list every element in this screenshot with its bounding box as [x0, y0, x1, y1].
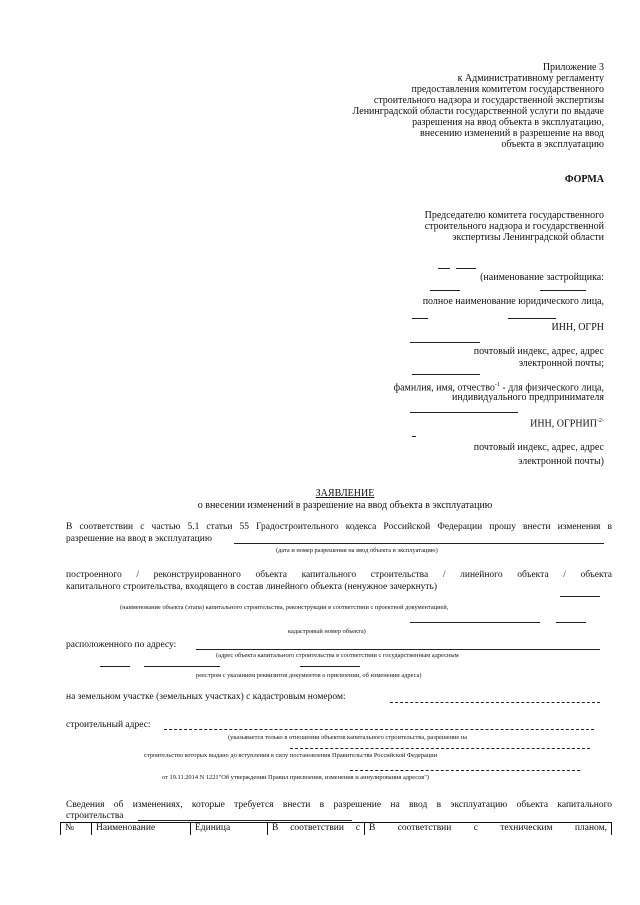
- blank-line[interactable]: [438, 268, 450, 269]
- cadastral-field[interactable]: [390, 702, 600, 703]
- blank-line[interactable]: [300, 666, 360, 667]
- blank-line[interactable]: [144, 666, 220, 667]
- field-hint: строительство которых выдано до вступления в силу постановления Правительства Российской Федерации: [144, 752, 438, 759]
- email-label: электронной почты;: [518, 358, 604, 369]
- appendix-line: строительного надзора и государственной экспертизы: [373, 95, 604, 106]
- blank-line[interactable]: [540, 290, 586, 291]
- paragraph-line: строительства: [66, 811, 124, 821]
- developer-name-label: (наименование застройщика:: [480, 272, 604, 283]
- footnote-marker: -2-: [597, 418, 604, 424]
- appendix-line: объекта в эксплуатацию: [501, 139, 604, 150]
- appendix-line: предоставления комитетом государственного: [411, 84, 604, 95]
- addressee-line: экспертизы Ленинградской области: [452, 232, 604, 243]
- blank-line[interactable]: [430, 290, 460, 291]
- appendix-line: разрешения на ввод объекта в эксплуатацию,: [412, 117, 604, 128]
- field-hint: (дата и номер разрешения на ввод объекта в эксплуатацию): [276, 547, 438, 554]
- blank-line[interactable]: [556, 622, 586, 623]
- permit-number-field[interactable]: [234, 543, 604, 544]
- paragraph-line: построенного / реконструированного объекта капитального строительства / линейного объекта / объекта: [66, 570, 612, 580]
- appendix-line: внесению изменений в разрешение на ввод: [420, 128, 604, 139]
- legal-name-label: полное наименование юридического лица,: [422, 296, 604, 307]
- footnote-marker: -1: [494, 382, 500, 388]
- blank-line[interactable]: [412, 318, 428, 319]
- table-header-cell: №: [61, 823, 92, 836]
- entrepreneur-label: индивидуального предпринимателя: [452, 392, 604, 403]
- inn-ogrn-label: ИНН, ОГРН: [551, 322, 604, 333]
- paragraph-line: капитального строительства, входящего в состав линейного объекта (ненужное зачеркнуть): [66, 582, 438, 592]
- addressee-line: Председателю комитета государственного: [424, 210, 604, 221]
- field-hint: кадастровый номер объекта): [288, 628, 366, 635]
- build-address-field[interactable]: [164, 729, 594, 730]
- blank-line[interactable]: [100, 666, 130, 667]
- table-header-cell: Наименование: [92, 823, 191, 836]
- build-address-label: строительный адрес:: [66, 720, 151, 730]
- blank-line[interactable]: [412, 436, 416, 437]
- table-header-cell: Единица: [191, 823, 268, 836]
- appendix-line: к Административному регламенту: [457, 73, 604, 84]
- address-field[interactable]: [196, 649, 600, 650]
- appendix-line: Приложение 3: [542, 62, 604, 73]
- blank-line[interactable]: [560, 596, 600, 597]
- addressee-block: [304, 210, 604, 243]
- field-hint: (наименование объекта (этапа) капитального строительства, реконструкции в соответствии с проектной документацией,: [120, 604, 449, 611]
- blank-line[interactable]: [412, 374, 480, 375]
- blank-line[interactable]: [508, 318, 556, 319]
- blank-line[interactable]: [456, 268, 476, 269]
- appendix-block: [204, 62, 604, 150]
- blank-line[interactable]: [290, 748, 590, 749]
- land-plot-label: на земельном участке (земельных участках) с кадастровым номером:: [66, 692, 346, 702]
- postal-address-label: почтовый индекс, адрес, адрес: [473, 442, 604, 453]
- field-hint: реестром с указанием реквизитов документов о присвоении, об изменении адреса): [196, 672, 422, 679]
- blank-line[interactable]: [410, 412, 518, 413]
- blank-line[interactable]: [410, 342, 480, 343]
- table-header-row: [61, 823, 612, 836]
- paragraph-line: В соответствии с частью 5.1 статьи 55 Градостроительного кодекса Российской Федерации прошу внести изменения в: [66, 522, 612, 532]
- field-hint: (адрес объекта капитального строительства в соответствии с государственным адресным: [216, 652, 459, 659]
- fio-suffix: - для физического лица,: [499, 382, 604, 394]
- blank-line[interactable]: [410, 622, 540, 623]
- table-header-text: В соответствии с техническим планом,: [369, 823, 607, 833]
- blank-line[interactable]: [350, 770, 580, 771]
- statement-title: ЗАЯВЛЕНИЕ: [315, 488, 375, 499]
- statement-subtitle: о внесении изменений в разрешение на ввод объекта в эксплуатацию: [197, 500, 493, 511]
- paragraph-line: Сведения об изменениях, которые требуется внести в разрешение на ввод в эксплуатацию объекта капитального: [66, 800, 612, 810]
- table-header-cell: [365, 823, 612, 836]
- blank-line[interactable]: [138, 820, 352, 821]
- field-hint: (указывается только в отношении объектов капитального строительства, разрешение на: [228, 734, 468, 741]
- inn-ogrnip-label: [530, 416, 604, 429]
- address-label: расположенного по адресу:: [66, 640, 177, 650]
- table-header-text: В соответствии с: [272, 823, 360, 833]
- form-label: ФОРМА: [564, 174, 604, 185]
- changes-table: [60, 822, 612, 835]
- postal-address-label: почтовый индекс, адрес, адрес: [473, 346, 604, 357]
- table-header-cell: [268, 823, 365, 836]
- field-hint: от 19.11.2014 N 1221"Об утверждении Правил присвоения, изменения и аннулирования адресов"): [162, 774, 430, 781]
- appendix-line: Ленинградской области государственной услуги по выдаче: [352, 106, 604, 117]
- addressee-line: строительного надзора и государственной: [424, 221, 604, 232]
- fio-prefix: фамилия, имя, отчество: [393, 382, 495, 394]
- email-label: электронной почты): [518, 456, 604, 467]
- inn-ogrnip-text: ИНН, ОГРНИП: [530, 418, 597, 430]
- paragraph-line: разрешение на ввод в эксплуатацию: [66, 534, 212, 544]
